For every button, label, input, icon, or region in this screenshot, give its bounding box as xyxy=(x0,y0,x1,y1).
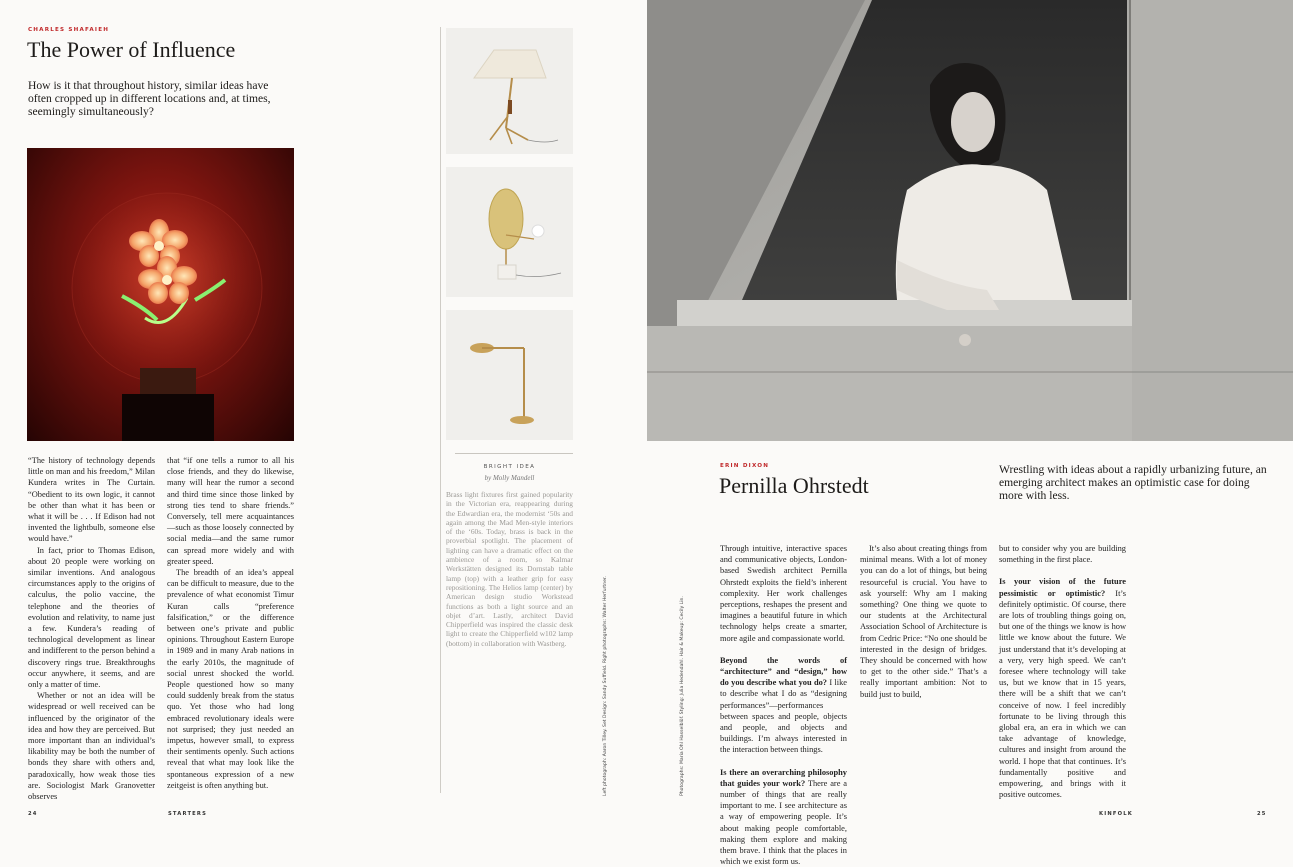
disc-lamp-icon xyxy=(446,167,573,297)
paragraph: “The history of technology depends little on man and his freedom,” Milan Kundera writes in The Curtain. “Obedient to its own logic, it cannot be other than what it has been or what it will be . . . If Edison had not invented the lightbulb, someone else would have.” xyxy=(28,456,155,544)
paragraph: but to consider why you are building something in the first place. xyxy=(999,544,1126,565)
left-photo-credit: Left photograph: Aaron Tilley. Set Design: Sandy Suffield. Right photographs: Walter Herfurtner. xyxy=(603,576,608,796)
sidebar-rule xyxy=(455,453,573,454)
sidebar-byline: by Molly Mandell xyxy=(484,474,535,482)
lamp-photo-top xyxy=(446,28,573,154)
lamp-photo-bottom xyxy=(446,310,573,440)
lamp-photo-center xyxy=(446,167,573,297)
left-folio-number: 24 xyxy=(28,811,38,817)
question: Is there an overarching philosophy that guides your work? xyxy=(720,767,847,788)
right-column-1 xyxy=(720,543,847,867)
right-column-2 xyxy=(860,543,987,700)
lightbulb-icon xyxy=(27,148,294,441)
sidebar-body: Brass light fixtures first gained popularity in the Victorian era, reappearing during the Edwardian era, the modernist ‘50s and again among the Mad Men-style interiors of the ‘60s. Today, brass is back in the proverbial spotlight. The placement of lighting can have a dramatic effect on the ambience of a room, so Kalmar Werkstätten designed its Dornstab table lamp (top) with a leather grip for easy repositioning. The Helios lamp (center) by American design studio Workstead functions as both a light source and an objet d’art. Lastly, architect David Chipperfield was inspired the classic desk light to create the Chipperfield w102 lamp (bottom) in collaboration with Wastberg. xyxy=(446,490,573,648)
question: Beyond the words of “architecture” and “design,” how do you describe what you do? xyxy=(720,655,847,688)
answer: It’s definitely optimistic. Of course, there are lots of troubling things going on, but one of the things we know is how little we know about the future. We just understand that it’s developing at a very, very high speed. We can’t foresee where technology will take us, but we know that in 15 years, there will be a shift that we can’t conceive of now. I feel incredibly fortunate to be living through this global era, an era in which we can take advantage of knowledge, cultures and insight from around the world. I hope that that continues. It’s fundamentally positive and empowering, and brings with it positive outcomes. xyxy=(999,588,1126,800)
paragraph: Through intuitive, interactive spaces and communicative objects, London-based Swedish architect Pernilla Ohrstedt exploits the field’s inherent complexity. Her work challenges perceptions, reshapes the present and imagines a beautiful future in which technology helps create a smarter, more agile and compassionate world. xyxy=(720,544,847,643)
sidebar-heading: BRIGHT IDEA xyxy=(483,464,536,470)
question-answer xyxy=(720,767,847,867)
right-photo-credit: Photographs: Maria Ohl Hasselblöf. Styling: Julia Hedendahl. Hair & Makeup: Cecily Lin. xyxy=(680,596,685,796)
right-dek: Wrestling with ideas about a rapidly urbanizing future, an emerging architect makes an optimistic case for doing more with less. xyxy=(999,463,1267,502)
right-column-3 xyxy=(999,543,1126,800)
left-dek: How is it that throughout history, similar ideas have often cropped up in different locations and, at times, seemingly simultaneously? xyxy=(28,79,271,118)
right-byline: ERIN DIXON xyxy=(720,463,770,469)
question-answer xyxy=(999,576,1126,800)
desk-lamp-icon xyxy=(446,310,573,440)
right-title: Pernilla Ohrstedt xyxy=(719,473,869,498)
right-folio-number: 25 xyxy=(1257,811,1267,817)
flower-bulb-photo xyxy=(27,148,294,441)
question-answer xyxy=(720,655,847,756)
paragraph: Whether or not an idea will be widespread or well received can be influenced by the originator of the idea and how they are perceived. But more important than an individual’s likability may be both the number of bonds they share with others and, paradoxically, how weak those ties are. Sociologist Mark Granovetter observes xyxy=(28,691,155,802)
answer: I like to describe what I do as “designing performances”—performances between spaces and people, objects and people, and objects and buildings. I’m always interested in the interaction between things. xyxy=(720,678,847,755)
left-folio-section: STARTERS xyxy=(168,811,208,817)
table-lamp-icon xyxy=(446,28,573,154)
left-column-1 xyxy=(28,455,155,802)
paragraph: In fact, prior to Thomas Edison, about 20 people were working on similar inventions. And analogous circumstances apply to the origins of calculus, the polio vaccine, the telephone and the theories of evolution and relativity, to name just a few. Kundera’s reading of technological development as linear and indifferent to the person behind a discovery rings true. Breakthroughs occur anywhere, it seems, and are only a matter of time. xyxy=(28,545,155,690)
right-folio-section: KINFOLK xyxy=(1099,811,1133,817)
paragraph: It’s also about creating things from minimal means. With a lot of money you can do a lot of things, but being resourceful is crucial. You have to ask yourself: Why am I making something? One thing we quote to our students at the Architectural Association School of Architecture is from Cedric Price: “No one should be interested in the design of bridges. They should be concerned with how to get to the other side.” That’s a really important ambition: Not to build just to build, xyxy=(860,544,987,699)
left-title: The Power of Influence xyxy=(27,37,236,62)
portrait-illustration xyxy=(647,0,1293,441)
answer: There are a number of things that are really important to me. I see architecture as a way of empowering people. It’s about making people comfortable, making them explore and making them brave. I think that the places in which we exist form us. xyxy=(720,778,847,867)
column-divider xyxy=(440,27,441,793)
left-byline: CHARLES SHAFAIEH xyxy=(28,27,110,33)
paragraph: that “if one tells a rumor to all his close friends, and they do likewise, many will hear the rumor a second and third time since those linked by strong ties tend to share friends.” Conversely, tell mere acquaintances—such as those loosely connected by social media—and the same rumor can spread more widely and with greater speed. xyxy=(167,456,294,566)
paragraph: The breadth of an idea’s appeal can be difficult to measure, due to the prevalence of what economist Timur Kuran calls “preference falsification,” or the difference between one’s private and public opinions. Throughout Eastern Europe in 1989 and in many Arab nations in the early 2010s, the magnitude of social unrest shocked the world. People questioned how so many could suddenly break from the status quo. Yet those who had long embraced revolutionary ideals were not surprised; they just needed an impetus, however small, to express their sentiments openly. Such actions reveal that what may look like the spontaneous expression of a new zeitgeist is often anything but. xyxy=(167,568,294,790)
architect-portrait-photo xyxy=(647,0,1293,441)
question: Is your vision of the future pessimistic or optimistic? xyxy=(999,577,1126,598)
left-column-2 xyxy=(167,455,294,791)
